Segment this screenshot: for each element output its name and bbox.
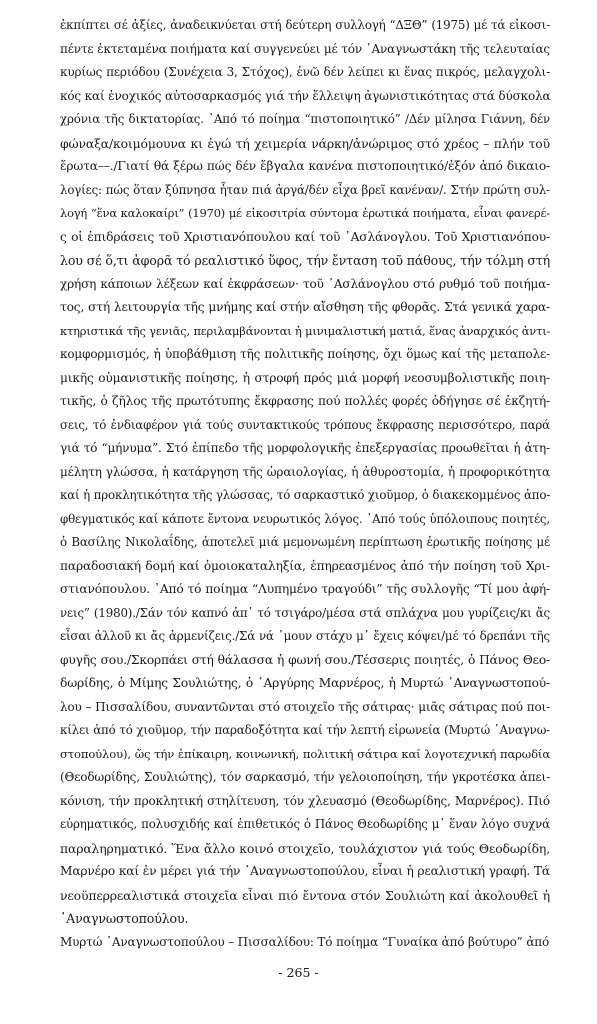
text-line: παραληρηματικό. Ἕνα ἄλλο κοινό στοιχεῖο, τουλάχιστον γιά τούς Θεοδωρίδη,: [60, 840, 550, 856]
text-line: εἶσαι ἀλλοῦ κι ἄς ἀρμενίζεις./Σά νά ᾿μουν στάχυ μ᾿ ἔχεις κόψει/μέ τό δρεπάνι τῆς: [60, 629, 550, 643]
text-line: εὐρηματικός, πολυσχιδής καί ἐπιθετικός ὁ Πάνος Θεοδωρίδης μ᾿ ἕναν λόγο συχνά: [60, 817, 550, 831]
text-line: καί ἡ προκλητικότητα τῆς γλώσσας, τό σαρκαστικό χιοῦμορ, ὁ διακεκομμένος ἀπο-: [60, 488, 551, 502]
text-line: λογίες: πώς ὅταν ξύπνησα ἦταν πιά ἀργά/δέν εἶχα βρεῖ κανέναν/. Στήν πρώτη συλ-: [60, 182, 550, 197]
text-line: τικῆς, ὁ ζῆλος τῆς πρωτότυπης ἔκφρασης πού πολλές φορές ὁδήγησε σέ ἐκζητή-: [60, 394, 550, 408]
text-line: νεις” (1980)./Σάν τόν καπνό ἀπ᾿ τό τσιγάρο/μέσα στά σπλάχνα μου γυρίζεις/κι ἄς: [60, 605, 550, 620]
text-line: λογή “ἕνα καλοκαίρι” (1970) μέ εἰκοσιτρία σύντομα ἐρωτικά ποιήματα, εἶναι φανερέ-: [60, 206, 550, 220]
text-line: κτηριστικά τῆς γενιᾶς, περιλαμβάνονται ἡ μινιμαλιστική ματιά, ἕνας ἀναρχικός ἀντι-: [60, 323, 551, 338]
text-line: κυρίως περιόδου (Συνέχεια 3, Στόχος), ἐνῶ δέν λείπει κι ἕνας πικρός, μελαγχολι-: [60, 65, 550, 79]
text-line: ᾿Αναγνωστοπούλου.: [60, 911, 189, 926]
text-line: μικῆς οὑμανιστικῆς ποίησης, ἡ στροφή πρός μιά μορφή νεοσυμβολιστικῆς ποιη-: [60, 370, 550, 385]
text-line: τος, στή λειτουργία τῆς μνήμης καί στήν αἴσθηση τῆς φθορᾶς. Στά γενικά χαρα-: [60, 300, 550, 314]
text-line: λου – Πισσαλίδου, συναντῶνται στό στοιχεῖο τῆς σάτιρας· μιᾶς σάτιρας πού ποι-: [60, 699, 550, 714]
text-line: χρόνια τῆς δικτατορίας. ᾿Από τό ποίημα “πιστοποιητικό” /Δέν μίλησα Γιάννη, δέν: [60, 112, 550, 126]
text-line: σεις, τό ἐνδιαφέρον γιά τούς συντακτικούς τρόπους ἔκφρασης περισσότερο, παρά: [60, 417, 550, 432]
text-line: νεοϋπερρεαλιστικά στοιχεῖα εἶναι πιό ἔντονα στόν Σουλιώτη καί ἀκολουθεῖ ἡ: [60, 887, 550, 903]
text-line: ς οἱ ἐπιδράσεις τοῦ Χριστιανόπουλου καί τοῦ ᾿Ασλάνογλου. Τοῦ Χριστιανόπου-: [60, 229, 550, 244]
text-line: Μαρνέρο καί ἐν μέρει γιά τήν ᾿Αναγνωστοπούλου, εἶναι ἡ ρεαλιστική γραφή. Τά: [60, 864, 550, 878]
text-line: δωρίδης, ὁ Μίμης Σουλιώτης, ὁ ᾿Αργύρης Μαρνέρος, ἡ Μυρτώ ᾿Αναγνωστοπού-: [60, 676, 550, 690]
text-line: χρήση κάποιων λέξεων καί ἐκφράσεων· τοῦ ᾿Ασλάνογλου στό ρυθμό τοῦ ποιήμα-: [60, 276, 550, 291]
text-line: Μυρτώ ᾿Αναγνωστοπούλου – Πισσαλίδου: Τό ποίημα “Γυναίκα ἀπό βούτυρο” ἀπό: [60, 934, 550, 949]
text-line: φώναξα/κοιμόμουνα κι ἐγώ τή χειμερία νάρκη/ἀνώριμος στό χρέος – πλήν τοῦ: [60, 135, 550, 151]
text-line: κομφορμισμός, ἡ ὑποβάθμιση τῆς πολιτικῆς ποίησης, ὄχι ὅμως καί τῆς μεταπολε-: [60, 347, 550, 361]
text-line: κός καί ἐνοχικός αὐτοσαρκασμός γιά τήν ἔλλειψη ἀγωνιστικότητας στά δύσκολα: [60, 88, 551, 103]
text-line: (Θεοδωρίδης, Σουλιώτης), τόν σαρκασμό, τήν γελοιοποίηση, τήν γκροτέσκα ἀπει-: [60, 770, 550, 784]
text-line: ἐκπίπτει σέ ἀξίες, ἀναδεικνύεται στή δεύτερη συλλογή “ΔΞΘ” (1975) μέ τά εἰκοσι-: [60, 18, 550, 32]
text-line: ὁ Βασίλης Νικολαΐδης, ἀποτελεῖ μιά μεμονωμένη περίπτωση ἐρωτικῆς ποίησης μέ: [60, 535, 550, 549]
page-number: - 265 -: [278, 965, 319, 980]
text-line: πέντε ἐκτεταμένα ποιήματα καί συγγενεύει μέ τόν ᾿Αναγνωστάκη τῆς τελευταίας: [60, 41, 550, 56]
text-line: κόνιση, τήν προκλητική στηλίτευση, τόν χλευασμό (Θεοδωρίδης, Μαρνέρος). Πιό: [60, 793, 550, 808]
text-line: στοπούλου), ὥς τήν ἐπίκαιρη, κοινωνική, πολιτική σάτιρα καί λογοτεχνική παρωδία: [60, 746, 550, 761]
text-line: φθεγματικός καί κάποτε ἔντονα νευρωτικός λόγος. ᾿Από τούς ὑπόλοιπους ποιητές,: [60, 511, 550, 526]
text-line: γιά τό “μήνυμα”. Στό ἐπίπεδο τῆς μορφολογικῆς ἐπεξεργασίας προωθεῖται ἡ ἀτη-: [60, 441, 550, 455]
text-line: λου σέ ὅ,τι ἀφορᾶ τό ρεαλιστικό ὕφος, τήν ἔνταση τοῦ πάθους, τήν τόλμη στή: [60, 253, 550, 268]
text-line: μέλητη γλώσσα, ἡ κατάργηση τῆς ὡραιολογίας, ἡ ἀθυροστομία, ἡ προφορικότητα: [60, 464, 550, 479]
body-text: [60, 14, 550, 954]
text-line: φυγῆς σου./Σκορπάει στή θάλασσα ἡ φωνή σου./Τέσσερις ποιητές, ὁ Πάνος Θεο-: [60, 652, 550, 667]
text-line: στιανόπουλου. ᾿Από τό ποίημα “Λυπημένο τραγούδι” τῆς συλλογῆς “Τί μου ἀφή-: [60, 582, 550, 596]
text-line: παραδοσιακή δομή καί ὁμοιοκαταληξία, ἐπηρεασμένος ἀπό τήν ποίηση τοῦ Χρι-: [60, 558, 550, 573]
text-line: κίλει ἀπό τό χιοῦμορ, τήν παραδοξότητα καί τήν λεπτή εἰρωνεία (Μυρτώ ᾿Αναγνω-: [60, 723, 550, 737]
text-line: ἔρωτα––./Γιατί θά ξέρω πώς δέν ἔβγαλα κανένα πιστοποιητικό/ἐξόν ἀπό δικαιο-: [60, 159, 550, 173]
